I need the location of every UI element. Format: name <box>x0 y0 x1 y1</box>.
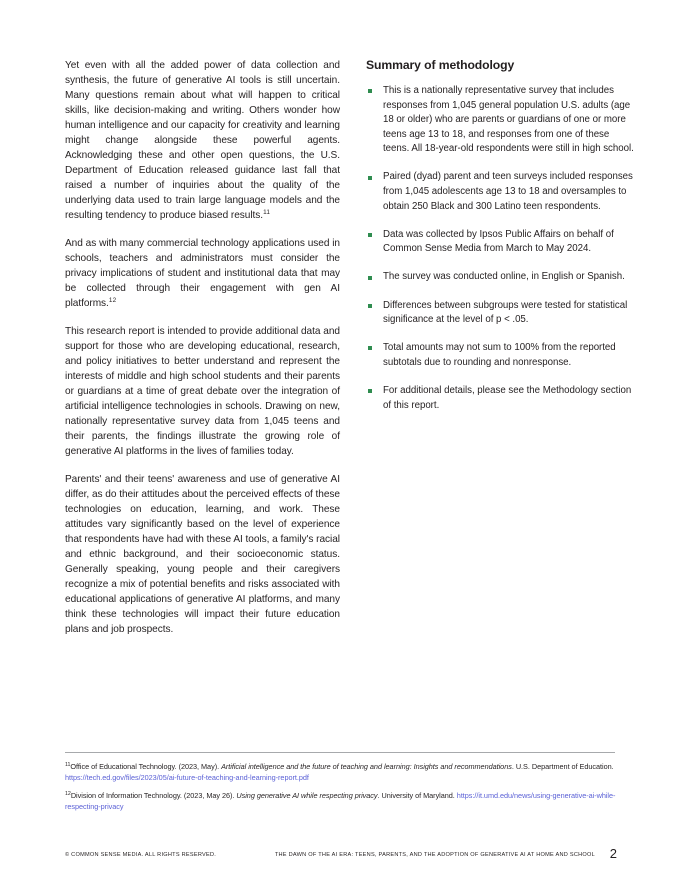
list-item-text: Total amounts may not sum to 100% from the reported subtotals due to rounding and nonresponse. <box>383 342 616 368</box>
paragraph-text: Yet even with all the added power of data collection and synthesis, the future of generative AI tools is still uncertain. Many questions remain about what will happen to critical skills, like decision-making and writing. Others wonder how human intelligence and our capacity for creativity and learning might change alongside these powerful agents. Acknowledging these and other open questions, the U.S. Department of Education released guidance last fall that raised a number of inquiries about the quality of the underlying data used to train large language models and the resulting tendency to produce biased results. <box>65 60 340 222</box>
footnotes-section <box>65 762 617 812</box>
page-number: 2 <box>609 846 617 861</box>
body-paragraph <box>65 472 340 638</box>
footnote-marker[interactable]: 12 <box>108 297 117 305</box>
list-item-text: Data was collected by Ipsos Public Affairs on behalf of Common Sense Media from March to May 2024. <box>383 228 614 255</box>
body-paragraph <box>65 324 340 459</box>
two-column-body <box>65 58 634 637</box>
footnote-link[interactable]: https://tech.ed.gov/files/2023/05/ai-future-of-teaching-and-learning-report.pdf <box>65 772 309 782</box>
footer-report-title: THE DAWN OF THE AI ERA: TEENS, PARENTS, AND THE ADOPTION OF GENERATIVE AI AT HOME AND SCHOOL <box>274 852 595 858</box>
paragraph-text: This research report is intended to provide additional data and support for those who are developing educational, research, and policy initiatives to better understand and represent the interests of middle and high school students and their parents or guardians at a time of great debate over the integration of artificial intelligence technologies in schools. Drawing on new, nationally representative survey data from 1,045 teens and their parents, the findings illustrate the growing role of generative AI platforms in the lives of families today. <box>65 325 340 458</box>
body-paragraph <box>65 236 340 311</box>
bullet-square-icon <box>368 176 372 180</box>
list-item <box>366 170 636 214</box>
list-item <box>366 384 636 413</box>
list-item <box>366 84 636 157</box>
footnote-number: 11 <box>65 762 71 768</box>
footnote-title: Using generative AI while respecting privacy <box>236 791 378 801</box>
list-item <box>366 228 636 257</box>
list-item-text: This is a nationally representative survey that includes responses from 1,045 general population U.S. adults (age 18 or older) who are parents or guardians of one or more teens age 13 to 18, and responses from one of these teens. All 18-year-old respondents were still in high school. <box>383 85 634 155</box>
footnote-link[interactable]: https://it.umd.edu/news/using-generative-ai-while-respecting-privacy <box>65 791 616 811</box>
bullet-square-icon <box>368 89 372 93</box>
methodology-heading: Summary of methodology <box>366 58 515 72</box>
list-item-text: For additional details, please see the Methodology section of this report. <box>383 384 632 411</box>
list-item <box>366 270 636 285</box>
footnote-separator-rule <box>65 752 615 753</box>
list-item <box>366 341 636 370</box>
bullet-square-icon <box>368 233 372 237</box>
list-item <box>366 299 636 328</box>
footnote-suffix: . University of Maryland. <box>377 791 457 801</box>
bullet-square-icon <box>368 389 372 393</box>
left-text-column <box>65 58 340 637</box>
paragraph-text: And as with many commercial technology applications used in schools, teachers and administrators must consider the privacy implications of student and institutional data that may be collected through their engagement with gen AI platforms. <box>65 238 340 310</box>
footnote-prefix: Division of Information Technology. (2023, May 26). <box>70 791 237 801</box>
bullet-square-icon <box>368 346 372 350</box>
bullet-square-icon <box>368 304 372 308</box>
list-item-text: The survey was conducted online, in English or Spanish. <box>383 271 625 283</box>
list-item-text: Paired (dyad) parent and teen surveys included responses from 1,045 adolescents age 13 to 18 and oversamples to obtain 250 Black and 300 Latino teen respondents. <box>383 171 633 212</box>
footnote-title: Artificial intelligence and the future of teaching and learning: Insights and recommendations <box>221 762 512 771</box>
methodology-sidebar <box>366 58 636 413</box>
body-paragraph <box>65 58 340 224</box>
paragraph-text: Parents' and their teens' awareness and use of generative AI differ, as do their attitudes about the perceived effects of these technologies on education, learning, and work. These attitudes vary significantly based on the level of experience that respondents have had with these AI tools, a family's racial and ethnic background, and their socioeconomic status. Generally speaking, young people and their caregivers recognize a mix of potential benefits and risks associated with educational applications of generative AI platforms, and many think these technologies will impact their future education plans and job prospects. <box>65 473 340 636</box>
footnote-prefix: Office of Educational Technology. (2023, May). <box>70 762 222 771</box>
footnote-suffix: . U.S. Department of Education. <box>511 762 614 771</box>
footnote-entry <box>65 791 617 812</box>
list-item-text: Differences between subgroups were tested for statistical significance at the level of p < .05. <box>383 299 628 326</box>
footnote-entry <box>65 762 617 783</box>
bullet-square-icon <box>368 276 372 280</box>
footer-copyright: © COMMON SENSE MEDIA. ALL RIGHTS RESERVED. <box>65 852 217 858</box>
methodology-bullet-list <box>366 84 636 413</box>
footnote-marker[interactable]: 11 <box>263 209 271 217</box>
footnote-number: 12 <box>65 791 71 798</box>
page-footer <box>65 846 617 869</box>
